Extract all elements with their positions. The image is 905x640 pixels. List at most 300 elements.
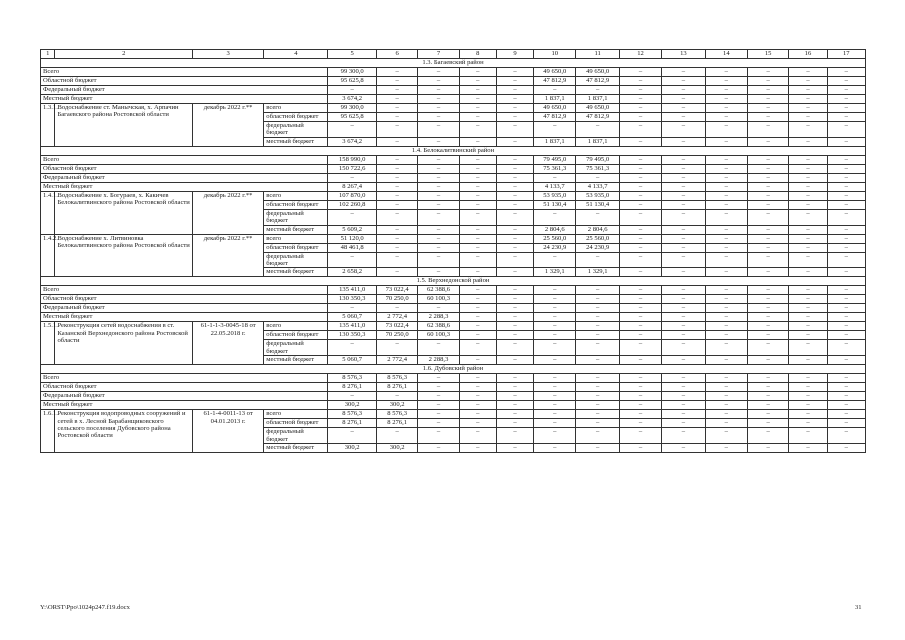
value-cell: – (418, 419, 459, 428)
column-number: 5 (328, 50, 377, 59)
value-cell: 2 772,4 (376, 356, 417, 365)
value-cell: 79 495,0 (534, 155, 576, 164)
value-cell: – (418, 209, 459, 225)
value-cell: – (705, 331, 747, 340)
value-cell: – (376, 392, 417, 401)
value-cell: – (418, 234, 459, 243)
value-cell: – (827, 209, 865, 225)
summary-row (41, 164, 866, 173)
value-cell: – (376, 137, 417, 146)
value-cell: – (748, 356, 789, 365)
value-cell: – (459, 428, 496, 444)
section-title: 1.3. Багаевский район (41, 59, 866, 68)
value-cell: – (789, 313, 827, 322)
value-cell: – (376, 234, 417, 243)
value-cell: 95 625,8 (328, 77, 377, 86)
value-cell: – (534, 383, 576, 392)
value-cell: – (705, 209, 747, 225)
value-cell: 2 658,2 (328, 268, 377, 277)
value-cell: – (662, 243, 705, 252)
summary-row (41, 77, 866, 86)
value-cell: – (662, 252, 705, 268)
value-cell: – (418, 95, 459, 104)
value-cell: – (619, 155, 661, 164)
value-cell: – (662, 410, 705, 419)
value-cell: – (748, 304, 789, 313)
value-cell: – (789, 68, 827, 77)
value-cell: – (459, 401, 496, 410)
value-cell: – (789, 95, 827, 104)
value-cell: – (459, 182, 496, 191)
value-cell: – (496, 137, 533, 146)
value-cell: – (534, 122, 576, 138)
value-cell: 2 772,4 (376, 313, 417, 322)
value-cell: – (459, 374, 496, 383)
value-cell: – (576, 286, 619, 295)
value-cell: – (496, 304, 533, 313)
value-cell: – (534, 444, 576, 453)
value-cell: – (662, 401, 705, 410)
value-cell: 48 461,8 (328, 243, 377, 252)
value-cell: 62 388,6 (418, 286, 459, 295)
value-cell: 47 812,9 (576, 77, 619, 86)
value-cell: – (376, 86, 417, 95)
value-cell: – (459, 295, 496, 304)
value-cell: 8 276,1 (328, 419, 377, 428)
summary-row (41, 155, 866, 164)
value-cell: – (662, 313, 705, 322)
value-cell: – (705, 113, 747, 122)
value-cell: – (789, 356, 827, 365)
value-cell: 5 060,7 (328, 313, 377, 322)
value-cell: – (459, 164, 496, 173)
value-cell: – (418, 340, 459, 356)
value-cell: – (576, 356, 619, 365)
value-cell: 75 361,3 (534, 164, 576, 173)
value-cell: – (576, 252, 619, 268)
value-cell: – (496, 322, 533, 331)
value-cell: – (705, 295, 747, 304)
value-cell: – (789, 374, 827, 383)
value-cell: – (619, 322, 661, 331)
value-cell: – (328, 86, 377, 95)
value-cell: 102 260,8 (328, 200, 377, 209)
value-cell: – (748, 243, 789, 252)
budget-type-label: всего (264, 234, 328, 243)
summary-row (41, 401, 866, 410)
value-cell: – (705, 322, 747, 331)
value-cell: – (662, 419, 705, 428)
value-cell: – (418, 225, 459, 234)
value-cell: – (662, 155, 705, 164)
value-cell: – (418, 113, 459, 122)
value-cell: – (496, 77, 533, 86)
value-cell: – (459, 209, 496, 225)
value-cell: – (827, 155, 865, 164)
value-cell: – (748, 173, 789, 182)
value-cell: – (662, 182, 705, 191)
value-cell: – (328, 173, 377, 182)
value-cell: – (789, 401, 827, 410)
project-name: Водоснабжение ст. Манычская, х. Арпачин Багаевского района Ростовской области (55, 104, 193, 147)
value-cell: – (789, 86, 827, 95)
value-cell: – (662, 200, 705, 209)
summary-label: Федеральный бюджет (41, 392, 328, 401)
value-cell: – (827, 68, 865, 77)
value-cell: – (619, 137, 661, 146)
summary-label: Областной бюджет (41, 383, 328, 392)
project-row (41, 191, 866, 200)
value-cell: – (496, 401, 533, 410)
value-cell: – (705, 419, 747, 428)
summary-label: Местный бюджет (41, 313, 328, 322)
value-cell: – (705, 191, 747, 200)
value-cell: – (748, 313, 789, 322)
summary-label: Всего (41, 374, 328, 383)
value-cell: – (789, 340, 827, 356)
value-cell: – (328, 209, 377, 225)
value-cell: – (827, 77, 865, 86)
column-number-row (41, 50, 866, 59)
value-cell: – (496, 410, 533, 419)
value-cell: – (418, 122, 459, 138)
value-cell: – (459, 304, 496, 313)
value-cell: – (705, 286, 747, 295)
value-cell: – (619, 104, 661, 113)
value-cell: – (827, 410, 865, 419)
value-cell: 24 230,9 (534, 243, 576, 252)
value-cell: – (459, 104, 496, 113)
project-row (41, 322, 866, 331)
value-cell: – (328, 304, 377, 313)
value-cell: – (418, 155, 459, 164)
summary-row (41, 295, 866, 304)
value-cell: – (789, 137, 827, 146)
budget-type-label: областной бюджет (264, 200, 328, 209)
value-cell: – (705, 173, 747, 182)
value-cell: – (827, 383, 865, 392)
value-cell: – (789, 252, 827, 268)
value-cell: – (496, 313, 533, 322)
value-cell: – (496, 268, 533, 277)
value-cell: – (619, 234, 661, 243)
value-cell: – (496, 104, 533, 113)
value-cell: – (534, 374, 576, 383)
summary-row (41, 95, 866, 104)
value-cell: – (619, 68, 661, 77)
value-cell: – (827, 252, 865, 268)
value-cell: – (789, 383, 827, 392)
summary-row (41, 304, 866, 313)
value-cell: – (705, 268, 747, 277)
summary-row (41, 182, 866, 191)
value-cell: – (496, 286, 533, 295)
value-cell: – (418, 104, 459, 113)
value-cell: – (662, 137, 705, 146)
value-cell: – (789, 428, 827, 444)
value-cell: – (662, 113, 705, 122)
value-cell: – (705, 68, 747, 77)
value-cell: – (662, 225, 705, 234)
value-cell: – (748, 191, 789, 200)
value-cell: – (748, 137, 789, 146)
value-cell: – (328, 340, 377, 356)
summary-label: Областной бюджет (41, 164, 328, 173)
value-cell: – (827, 444, 865, 453)
value-cell: – (827, 340, 865, 356)
column-number: 15 (748, 50, 789, 59)
value-cell: – (827, 356, 865, 365)
value-cell: 49 650,0 (576, 104, 619, 113)
value-cell: – (789, 200, 827, 209)
value-cell: – (534, 86, 576, 95)
value-cell: 300,2 (376, 401, 417, 410)
value-cell: – (748, 322, 789, 331)
value-cell: – (459, 313, 496, 322)
section-title: 1.5. Верхнедонской район (41, 277, 866, 286)
budget-type-label: всего (264, 191, 328, 200)
value-cell: – (789, 419, 827, 428)
value-cell: – (827, 200, 865, 209)
value-cell: – (662, 122, 705, 138)
value-cell: – (534, 356, 576, 365)
value-cell: – (662, 234, 705, 243)
value-cell: – (459, 68, 496, 77)
section-title-row (41, 146, 866, 155)
budget-type-label: федеральный бюджет (264, 122, 328, 138)
budget-type-label: областной бюджет (264, 243, 328, 252)
value-cell: – (827, 304, 865, 313)
project-number: 1.3.1. (41, 104, 55, 147)
value-cell: – (328, 252, 377, 268)
value-cell: – (827, 268, 865, 277)
value-cell: – (662, 374, 705, 383)
value-cell: – (459, 95, 496, 104)
column-number: 10 (534, 50, 576, 59)
value-cell: – (827, 243, 865, 252)
value-cell: – (789, 234, 827, 243)
value-cell: – (789, 295, 827, 304)
value-cell: – (418, 252, 459, 268)
value-cell: – (705, 234, 747, 243)
value-cell: – (576, 401, 619, 410)
value-cell: – (827, 295, 865, 304)
value-cell: – (459, 383, 496, 392)
value-cell: – (705, 410, 747, 419)
column-number: 4 (264, 50, 328, 59)
value-cell: – (705, 356, 747, 365)
summary-label: Местный бюджет (41, 95, 328, 104)
budget-type-label: областной бюджет (264, 419, 328, 428)
column-number: 3 (192, 50, 263, 59)
value-cell: 25 560,0 (534, 234, 576, 243)
value-cell: – (459, 113, 496, 122)
value-cell: – (748, 155, 789, 164)
column-number: 6 (376, 50, 417, 59)
value-cell: 300,2 (328, 401, 377, 410)
value-cell: – (619, 286, 661, 295)
value-cell: – (619, 340, 661, 356)
value-cell: – (576, 410, 619, 419)
value-cell: 2 288,3 (418, 313, 459, 322)
value-cell: – (534, 313, 576, 322)
value-cell: – (496, 392, 533, 401)
value-cell: – (748, 182, 789, 191)
value-cell: – (534, 340, 576, 356)
value-cell: 47 812,9 (534, 77, 576, 86)
value-cell: – (748, 268, 789, 277)
project-number: 1.6.1. (41, 410, 55, 453)
value-cell: – (748, 392, 789, 401)
value-cell: – (748, 86, 789, 95)
value-cell: – (619, 410, 661, 419)
value-cell: 75 361,3 (576, 164, 619, 173)
value-cell: – (418, 304, 459, 313)
budget-type-label: всего (264, 104, 328, 113)
value-cell: – (662, 444, 705, 453)
value-cell: 8 576,3 (376, 410, 417, 419)
section-title-row (41, 59, 866, 68)
value-cell: – (496, 191, 533, 200)
value-cell: – (789, 322, 827, 331)
value-cell: – (789, 209, 827, 225)
value-cell: – (418, 428, 459, 444)
value-cell: – (619, 209, 661, 225)
value-cell: – (789, 410, 827, 419)
value-cell: 1 837,1 (576, 95, 619, 104)
value-cell: – (619, 401, 661, 410)
project-row (41, 410, 866, 419)
value-cell: – (576, 209, 619, 225)
summary-label: Федеральный бюджет (41, 86, 328, 95)
value-cell: – (376, 164, 417, 173)
value-cell: 300,2 (328, 444, 377, 453)
value-cell: 49 650,0 (534, 104, 576, 113)
value-cell: – (576, 331, 619, 340)
value-cell: 60 100,3 (418, 295, 459, 304)
value-cell: – (789, 173, 827, 182)
value-cell: – (418, 77, 459, 86)
value-cell: – (376, 113, 417, 122)
value-cell: – (748, 104, 789, 113)
value-cell: – (418, 164, 459, 173)
investment-table (40, 49, 866, 453)
value-cell: – (496, 164, 533, 173)
value-cell: – (496, 374, 533, 383)
value-cell: 130 350,3 (328, 331, 377, 340)
value-cell: – (576, 322, 619, 331)
value-cell: – (748, 200, 789, 209)
value-cell: – (662, 286, 705, 295)
value-cell: – (827, 104, 865, 113)
value-cell: 8 576,3 (328, 410, 377, 419)
value-cell: – (534, 252, 576, 268)
value-cell: – (496, 383, 533, 392)
column-number: 13 (662, 50, 705, 59)
value-cell: – (748, 401, 789, 410)
value-cell: – (534, 304, 576, 313)
value-cell: – (705, 164, 747, 173)
value-cell: – (376, 209, 417, 225)
value-cell: – (789, 104, 827, 113)
summary-label: Всего (41, 68, 328, 77)
value-cell: 2 288,3 (418, 356, 459, 365)
value-cell: 135 411,0 (328, 322, 377, 331)
value-cell: – (748, 286, 789, 295)
value-cell: – (496, 340, 533, 356)
value-cell: – (576, 419, 619, 428)
project-date: 61-1-4-0011-13 от 04.01.2013 г. (192, 410, 263, 453)
value-cell: – (748, 209, 789, 225)
value-cell: – (662, 173, 705, 182)
value-cell: – (459, 173, 496, 182)
value-cell: 1 837,1 (576, 137, 619, 146)
value-cell: – (662, 295, 705, 304)
column-number: 11 (576, 50, 619, 59)
budget-type-label: федеральный бюджет (264, 340, 328, 356)
value-cell: 60 100,3 (418, 331, 459, 340)
value-cell: – (748, 77, 789, 86)
value-cell: – (619, 419, 661, 428)
summary-label: Всего (41, 286, 328, 295)
value-cell: – (827, 122, 865, 138)
value-cell: – (534, 331, 576, 340)
value-cell: – (418, 444, 459, 453)
value-cell: – (418, 173, 459, 182)
value-cell: – (459, 286, 496, 295)
value-cell: – (748, 252, 789, 268)
value-cell: – (619, 243, 661, 252)
value-cell: – (576, 383, 619, 392)
value-cell: – (789, 113, 827, 122)
value-cell: – (459, 419, 496, 428)
value-cell: – (662, 95, 705, 104)
value-cell: – (576, 374, 619, 383)
value-cell: – (328, 428, 377, 444)
value-cell: – (534, 322, 576, 331)
value-cell: 8 276,1 (376, 419, 417, 428)
value-cell: – (418, 410, 459, 419)
value-cell: – (376, 173, 417, 182)
value-cell: – (789, 286, 827, 295)
value-cell: – (576, 340, 619, 356)
value-cell: – (376, 243, 417, 252)
value-cell: – (705, 444, 747, 453)
value-cell: 3 674,2 (328, 95, 377, 104)
value-cell: 4 133,7 (534, 182, 576, 191)
value-cell: – (748, 68, 789, 77)
value-cell: – (789, 268, 827, 277)
value-cell: – (418, 383, 459, 392)
budget-type-label: федеральный бюджет (264, 209, 328, 225)
value-cell: – (662, 164, 705, 173)
value-cell: – (459, 444, 496, 453)
column-number: 16 (789, 50, 827, 59)
value-cell: – (662, 104, 705, 113)
value-cell: – (662, 304, 705, 313)
value-cell: – (789, 122, 827, 138)
footer-file-path: Y:\ORST\Ppo\1024p247.f19.docx (40, 604, 130, 611)
summary-label: Областной бюджет (41, 77, 328, 86)
value-cell: – (576, 304, 619, 313)
value-cell: – (827, 182, 865, 191)
column-number: 7 (418, 50, 459, 59)
value-cell: 99 300,0 (328, 104, 377, 113)
project-number: 1.4.2. (41, 234, 55, 277)
summary-row (41, 173, 866, 182)
value-cell: 99 300,0 (328, 68, 377, 77)
value-cell: – (619, 252, 661, 268)
